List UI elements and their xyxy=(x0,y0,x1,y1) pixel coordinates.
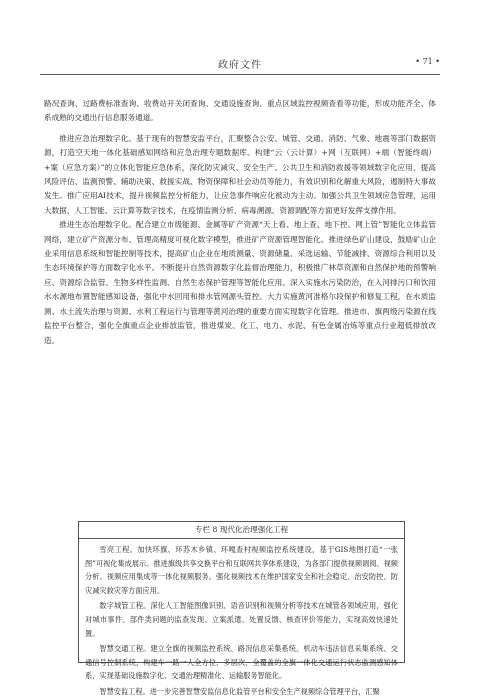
feature-item-smart-traffic: 智慧交通工程。建立全旗的视频监控系统、路况信息采集系统、机动车违法信息采集系统、交通信号控制系统，构建车一路一人全方位、多层次、全覆盖的全旗一体化交通运行状态监测感知体系，实现基础设施数字化、交通治理精准化、运输服务智能化。 xyxy=(85,644,398,681)
page-number: • 71 • xyxy=(415,57,440,66)
feature-box-title: 专栏 8 现代化治理强化工程 xyxy=(79,522,404,539)
feature-box xyxy=(78,521,405,696)
feature-item-digital-city: 数字城管工程。深化人工智能图像识别、语音识别和视频分析等技术在城管各领域应用，强化对城市事件、部件类问题的监查发现、立案派遣、处置反馈、核查评价等能力，实现高效快速处置。 xyxy=(85,601,398,638)
header-rule xyxy=(40,74,440,75)
lead-paragraph: 路况查询、过路费标准查询、收费站开关闭查询、交通设施查询、重点区域监控视频查看等功能，形成功能齐全、体系成熟的交通出行信息服务通道。 xyxy=(44,99,436,123)
feature-item-smart-safety: 智慧安监工程。进一步完善智慧安监信息化监管平台和安全生产视频综合管理平台，汇聚 xyxy=(99,686,380,696)
document-body xyxy=(44,97,436,348)
feature-box-body xyxy=(79,539,404,699)
feature-item-xueliang: 雪亮工程。加快环旗、环苏木乡镇、环嘎查村视频监控系统建设，基于GIS地图打造“一张图”可视化集成展示。推进旗级共享交换平台和互联网共享体系建设，为各部门提供视频调阅、视频分析、视频应用集成等一体化视频服务。强化视频技术在维护国家安全和社会稳定、治安防控、防灾减灾救灾等方面应用。 xyxy=(85,545,398,595)
emergency-governance-paragraph: 推进应急治理数字化。基于现有的智慧安监平台，汇聚整合公安、城管、交通、消防、气象、地震等部门数据资源，打造空天地一体化基础感知网络和应急治理专题数据库。构建“云（云计算）+网（互联网）+端（智能终端）+案（应急方案）”的立体化智能应急体系，深化防灾减灾、安全生产、公共卫生和消防救援等领域数字化应用，提高风险评估、监测预警、辅助决策、救援实战、物资保障和社会动员等能力，有效识别和化解重大风险，遏制特大事故发生。推广应用AI技术，提升视频监控分析能力，让应急事件响应化被动为主动。加强公共卫生领域应急管理，运用大数据、人工智能、云计算等数字技术，在疫情监测分析、病毒溯源、资源调配等方面更好发挥支撑作用。 xyxy=(44,133,436,215)
page-header xyxy=(40,56,440,76)
header-title: 政府文件 xyxy=(218,60,262,71)
ecology-governance-paragraph: 推进生态治理数字化。配合建立市级能源、金属等矿产资源“天上看、地上查、地下控、网上管”智能化立体监管网络，建立矿产资源分布、管理高精度可视化数字模型，推进矿产资源管理智能化。推进绿色矿山建设，鼓励矿山企业采用信息系统和智能控制等技术，提高矿山企业在地质测量、资源储量、采选运输、节能减排、资源综合利用以及生态环境保护等方面数字化水平。不断提升自然资源数字化监督治理能力，积极推广林草资源和自然保护地的预警响应、资源综合监管、生物多样性监测、自然生态保护管理等智能化应用。深入实施水污染防治，在入河排污口和饮用水水源地布置智能感知设备，强化中水回用和排水管网源头管控。大力实施黄河准格尔段保护和修复工程，在水质监测、水土流失治理与资源、水利工程运行与管理等黄河治理的重要方面实现数字化管理。推进市、旗两级污染源在线监控平台整合，强化全旗重点企业排放监管，推进煤炭、化工、电力、水泥、有色金属冶炼等重点行业超低排放改造。 xyxy=(44,220,436,345)
